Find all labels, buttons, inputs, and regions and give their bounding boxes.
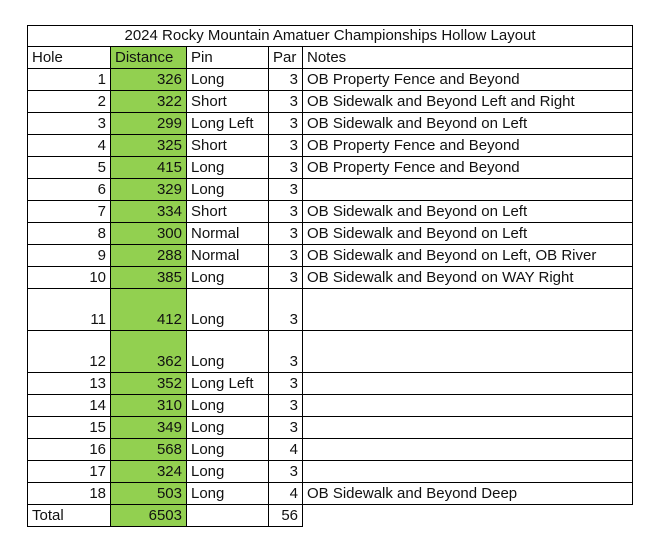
hole-row bbox=[28, 113, 633, 135]
notes-cell[interactable] bbox=[303, 331, 633, 373]
pin-cell[interactable]: Long bbox=[187, 69, 269, 91]
notes-cell[interactable]: OB Sidewalk and Beyond on Left bbox=[303, 113, 633, 135]
par-cell[interactable]: 3 bbox=[269, 289, 303, 331]
notes-cell[interactable] bbox=[303, 461, 633, 483]
hole-row bbox=[28, 439, 633, 461]
distance-cell[interactable]: 322 bbox=[111, 91, 187, 113]
par-cell[interactable]: 3 bbox=[269, 223, 303, 245]
pin-cell[interactable]: Long Left bbox=[187, 373, 269, 395]
pin-cell[interactable]: Short bbox=[187, 201, 269, 223]
hole-cell[interactable]: 4 bbox=[28, 135, 111, 157]
pin-cell[interactable]: Long Left bbox=[187, 113, 269, 135]
hole-cell[interactable]: 3 bbox=[28, 113, 111, 135]
hole-cell[interactable]: 17 bbox=[28, 461, 111, 483]
distance-cell[interactable]: 334 bbox=[111, 201, 187, 223]
header-row bbox=[28, 47, 633, 69]
par-cell[interactable]: 4 bbox=[269, 483, 303, 505]
par-cell[interactable]: 3 bbox=[269, 417, 303, 439]
pin-cell[interactable]: Long bbox=[187, 395, 269, 417]
notes-cell[interactable]: OB Property Fence and Beyond bbox=[303, 157, 633, 179]
distance-cell[interactable]: 362 bbox=[111, 331, 187, 373]
column-header-hole[interactable]: Hole bbox=[28, 47, 111, 69]
column-header-par[interactable]: Par bbox=[269, 47, 303, 69]
notes-cell[interactable] bbox=[303, 289, 633, 331]
notes-cell[interactable] bbox=[303, 179, 633, 201]
hole-row bbox=[28, 461, 633, 483]
pin-cell[interactable]: Long bbox=[187, 417, 269, 439]
pin-cell[interactable]: Long bbox=[187, 267, 269, 289]
pin-cell[interactable]: Long bbox=[187, 179, 269, 201]
distance-cell[interactable]: 288 bbox=[111, 245, 187, 267]
par-cell[interactable]: 3 bbox=[269, 373, 303, 395]
hole-cell[interactable]: 14 bbox=[28, 395, 111, 417]
hole-row bbox=[28, 135, 633, 157]
hole-cell[interactable]: 16 bbox=[28, 439, 111, 461]
hole-row bbox=[28, 179, 633, 201]
notes-cell[interactable]: OB Sidewalk and Beyond Left and Right bbox=[303, 91, 633, 113]
par-cell[interactable]: 3 bbox=[269, 201, 303, 223]
total-par-cell[interactable]: 56 bbox=[269, 505, 303, 527]
pin-cell[interactable]: Long bbox=[187, 289, 269, 331]
hole-row bbox=[28, 245, 633, 267]
hole-row bbox=[28, 201, 633, 223]
table-body bbox=[28, 26, 633, 527]
pin-cell[interactable]: Long bbox=[187, 157, 269, 179]
notes-cell[interactable] bbox=[303, 395, 633, 417]
hole-row bbox=[28, 267, 633, 289]
hole-row bbox=[28, 69, 633, 91]
hole-cell[interactable]: 18 bbox=[28, 483, 111, 505]
par-cell[interactable]: 3 bbox=[269, 179, 303, 201]
distance-cell[interactable]: 349 bbox=[111, 417, 187, 439]
hole-cell[interactable]: 5 bbox=[28, 157, 111, 179]
distance-cell[interactable]: 352 bbox=[111, 373, 187, 395]
distance-cell[interactable]: 412 bbox=[111, 289, 187, 331]
hole-row bbox=[28, 223, 633, 245]
hole-row bbox=[28, 91, 633, 113]
hole-row bbox=[28, 289, 633, 331]
total-label-cell[interactable]: Total bbox=[28, 505, 111, 527]
hole-cell[interactable]: 7 bbox=[28, 201, 111, 223]
distance-cell[interactable]: 503 bbox=[111, 483, 187, 505]
hole-cell[interactable]: 12 bbox=[28, 331, 111, 373]
total-distance-cell[interactable]: 6503 bbox=[111, 505, 187, 527]
pin-cell[interactable]: Short bbox=[187, 91, 269, 113]
hole-row bbox=[28, 373, 633, 395]
pin-cell[interactable]: Short bbox=[187, 135, 269, 157]
hole-cell[interactable]: 9 bbox=[28, 245, 111, 267]
distance-cell[interactable]: 325 bbox=[111, 135, 187, 157]
notes-cell[interactable]: OB Sidewalk and Beyond on Left, OB River bbox=[303, 245, 633, 267]
hole-row bbox=[28, 483, 633, 505]
notes-cell[interactable]: OB Sidewalk and Beyond on Left bbox=[303, 201, 633, 223]
notes-cell[interactable] bbox=[303, 373, 633, 395]
distance-cell[interactable]: 300 bbox=[111, 223, 187, 245]
distance-cell[interactable]: 568 bbox=[111, 439, 187, 461]
hole-row bbox=[28, 157, 633, 179]
pin-cell[interactable]: Normal bbox=[187, 245, 269, 267]
column-header-notes[interactable]: Notes bbox=[303, 47, 633, 69]
sheet-title[interactable]: 2024 Rocky Mountain Amatuer Championships Hollow Layout bbox=[28, 26, 633, 47]
hole-cell[interactable]: 2 bbox=[28, 91, 111, 113]
pin-cell[interactable]: Long bbox=[187, 331, 269, 373]
total-pin-cell[interactable] bbox=[187, 505, 269, 527]
pin-cell[interactable]: Long bbox=[187, 461, 269, 483]
distance-cell[interactable]: 329 bbox=[111, 179, 187, 201]
hole-cell[interactable]: 13 bbox=[28, 373, 111, 395]
distance-cell[interactable]: 385 bbox=[111, 267, 187, 289]
hole-cell[interactable]: 6 bbox=[28, 179, 111, 201]
notes-cell[interactable]: OB Sidewalk and Beyond Deep bbox=[303, 483, 633, 505]
distance-cell[interactable]: 324 bbox=[111, 461, 187, 483]
distance-cell[interactable]: 299 bbox=[111, 113, 187, 135]
pin-cell[interactable]: Long bbox=[187, 439, 269, 461]
par-cell[interactable]: 3 bbox=[269, 135, 303, 157]
notes-cell[interactable]: OB Property Fence and Beyond bbox=[303, 69, 633, 91]
par-cell[interactable]: 3 bbox=[269, 331, 303, 373]
par-cell[interactable]: 3 bbox=[269, 267, 303, 289]
hole-row bbox=[28, 417, 633, 439]
column-header-pin[interactable]: Pin bbox=[187, 47, 269, 69]
column-header-distance[interactable]: Distance bbox=[111, 47, 187, 69]
notes-cell[interactable] bbox=[303, 439, 633, 461]
hole-row bbox=[28, 395, 633, 417]
hole-row bbox=[28, 331, 633, 373]
par-cell[interactable]: 4 bbox=[269, 439, 303, 461]
layout-table bbox=[27, 25, 633, 527]
par-cell[interactable]: 3 bbox=[269, 91, 303, 113]
hole-cell[interactable]: 15 bbox=[28, 417, 111, 439]
par-cell[interactable]: 3 bbox=[269, 157, 303, 179]
par-cell[interactable]: 3 bbox=[269, 461, 303, 483]
par-cell[interactable]: 3 bbox=[269, 69, 303, 91]
hole-cell[interactable]: 11 bbox=[28, 289, 111, 331]
pin-cell[interactable]: Long bbox=[187, 483, 269, 505]
notes-cell[interactable]: OB Sidewalk and Beyond on Left bbox=[303, 223, 633, 245]
par-cell[interactable]: 3 bbox=[269, 113, 303, 135]
hole-cell[interactable]: 10 bbox=[28, 267, 111, 289]
total-notes-cell bbox=[303, 505, 633, 527]
notes-cell[interactable]: OB Property Fence and Beyond bbox=[303, 135, 633, 157]
hole-cell[interactable]: 1 bbox=[28, 69, 111, 91]
notes-cell[interactable] bbox=[303, 417, 633, 439]
title-row bbox=[28, 26, 633, 47]
par-cell[interactable]: 3 bbox=[269, 395, 303, 417]
pin-cell[interactable]: Normal bbox=[187, 223, 269, 245]
total-row bbox=[28, 505, 633, 527]
hole-cell[interactable]: 8 bbox=[28, 223, 111, 245]
par-cell[interactable]: 3 bbox=[269, 245, 303, 267]
distance-cell[interactable]: 310 bbox=[111, 395, 187, 417]
distance-cell[interactable]: 415 bbox=[111, 157, 187, 179]
notes-cell[interactable]: OB Sidewalk and Beyond on WAY Right bbox=[303, 267, 633, 289]
distance-cell[interactable]: 326 bbox=[111, 69, 187, 91]
